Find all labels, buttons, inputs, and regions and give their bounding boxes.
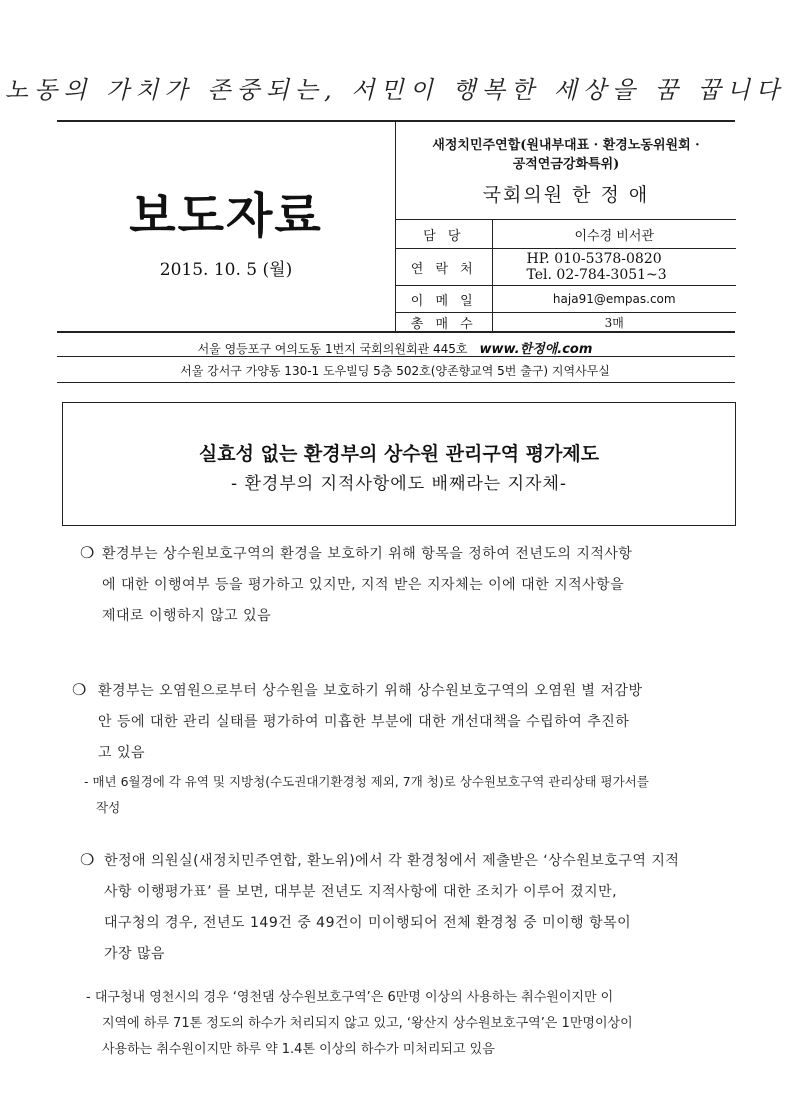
party-line-2: 공적연금강화특위) bbox=[512, 157, 620, 172]
paragraph-line: 환경부는 상수원보호구역의 환경을 보호하기 위해 항목을 정하여 전년도의 지적사항 bbox=[102, 546, 633, 562]
office-number: Tel. 02-784-3051~3 bbox=[526, 267, 667, 283]
divider bbox=[57, 356, 735, 357]
press-release-title: 보도자료 bbox=[129, 188, 323, 244]
paragraph-line: 한정애 의원실(새정치민주연합, 환노위)에서 각 환경청에서 제출받은 ‘상수원보호구역 지적 bbox=[104, 853, 680, 869]
circle-bullet-icon: ❍ bbox=[72, 680, 87, 699]
note-line: - 매년 6월경에 각 유역 및 지방청(수도권대기환경청 제외, 7개 청)로 상수원보호구역 관리상태 평가서를 bbox=[84, 774, 649, 789]
manager-value: 이수경 비서관 bbox=[492, 220, 736, 249]
email-label: 이 메 일 bbox=[396, 286, 492, 313]
website-link[interactable]: www.한정애.com bbox=[479, 342, 593, 357]
phone-label: 연 락 처 bbox=[396, 249, 492, 286]
slogan: 노동의 가치가 존중되는, 서민이 행복한 세상을 꿈 꿉니다 bbox=[4, 76, 786, 104]
note-line: 사용하는 취수원이지만 하루 약 1.4톤 이상의 하수가 미처리되고 있음 bbox=[102, 1042, 495, 1057]
pages-label: 총 매 수 bbox=[396, 313, 492, 333]
email-value[interactable]: haja91@empas.com bbox=[492, 286, 736, 313]
note-line: 지역에 하루 71톤 정도의 하수가 처리되지 않고 있고, ‘왕산지 상수원보호구역’은 1만명이상이 bbox=[102, 1016, 633, 1031]
assembly-office-address: 서울 영등포구 여의도동 1번지 국회의원회관 445호 bbox=[197, 342, 468, 356]
paragraph-line: 대구청의 경우, 전년도 149건 중 49건이 미이행되어 전체 환경청 중 미이행 항목이 bbox=[104, 915, 632, 931]
note-line: - 대구청내 영천시의 경우 ‘영천댐 상수원보호구역’은 6만명 이상의 사용하는 취수원이지만 이 bbox=[86, 990, 614, 1005]
headline-subtitle: - 환경부의 지적사항에도 배째라는 지자체- bbox=[230, 474, 568, 494]
circle-bullet-icon: ❍ bbox=[80, 543, 95, 562]
headline-box bbox=[62, 402, 736, 526]
contact-row-pages bbox=[396, 313, 736, 333]
manager-label: 담 당 bbox=[396, 220, 492, 249]
party-affiliation bbox=[396, 136, 736, 174]
paragraph-line: 고 있음 bbox=[98, 745, 146, 761]
note-line: 작성 bbox=[96, 800, 121, 815]
divider bbox=[57, 382, 735, 383]
contact-row-manager bbox=[396, 220, 736, 249]
detail-note-2 bbox=[86, 986, 633, 1057]
phone-value bbox=[492, 249, 736, 286]
contact-table bbox=[396, 219, 736, 332]
paragraph-line: 안 등에 대한 관리 실태를 평가하여 미흡한 부분에 대한 개선대책을 수립하여 추진하 bbox=[98, 714, 630, 730]
paragraph-line: 제대로 이행하지 않고 있음 bbox=[102, 608, 272, 624]
pages-value: 3매 bbox=[492, 313, 736, 333]
mp-name: 국회의원 한 정 애 bbox=[482, 184, 650, 206]
paragraph-line: 환경부는 오염원으로부터 상수원을 보호하기 위해 상수원보호구역의 오염원 별 저감방 bbox=[98, 683, 643, 699]
press-header bbox=[57, 120, 735, 333]
paragraph-line: 사항 이행평가표’ 를 보면, 대부분 전년도 지적사항에 대한 조치가 이루어 졌지만, bbox=[104, 884, 618, 900]
header-title-block bbox=[57, 122, 395, 331]
headline-title: 실효성 없는 환경부의 상수원 관리구역 평가제도 bbox=[198, 443, 600, 465]
circle-bullet-icon: ❍ bbox=[80, 850, 95, 869]
contact-row-phone bbox=[396, 249, 736, 286]
local-office-address: 서울 강서구 가양동 130-1 도우빌딩 5층 502호(양존향교역 5번 출구) 지역사무실 bbox=[180, 364, 610, 378]
detail-note-1 bbox=[84, 772, 649, 816]
header-info-block bbox=[395, 122, 735, 331]
release-date: 2015. 10. 5 (월) bbox=[159, 260, 293, 280]
office-address bbox=[0, 338, 790, 357]
mobile-number: HP. 010-5378-0820 bbox=[526, 251, 662, 267]
contact-row-email bbox=[396, 286, 736, 313]
paragraph-line: 가장 많음 bbox=[104, 946, 166, 962]
paragraph-line: 에 대한 이행여부 등을 평가하고 있지만, 지적 받은 지자체는 이에 대한 지적사항을 bbox=[102, 577, 625, 593]
party-line-1: 새정치민주연합(원내부대표 · 환경노동위원회 · bbox=[432, 138, 700, 153]
